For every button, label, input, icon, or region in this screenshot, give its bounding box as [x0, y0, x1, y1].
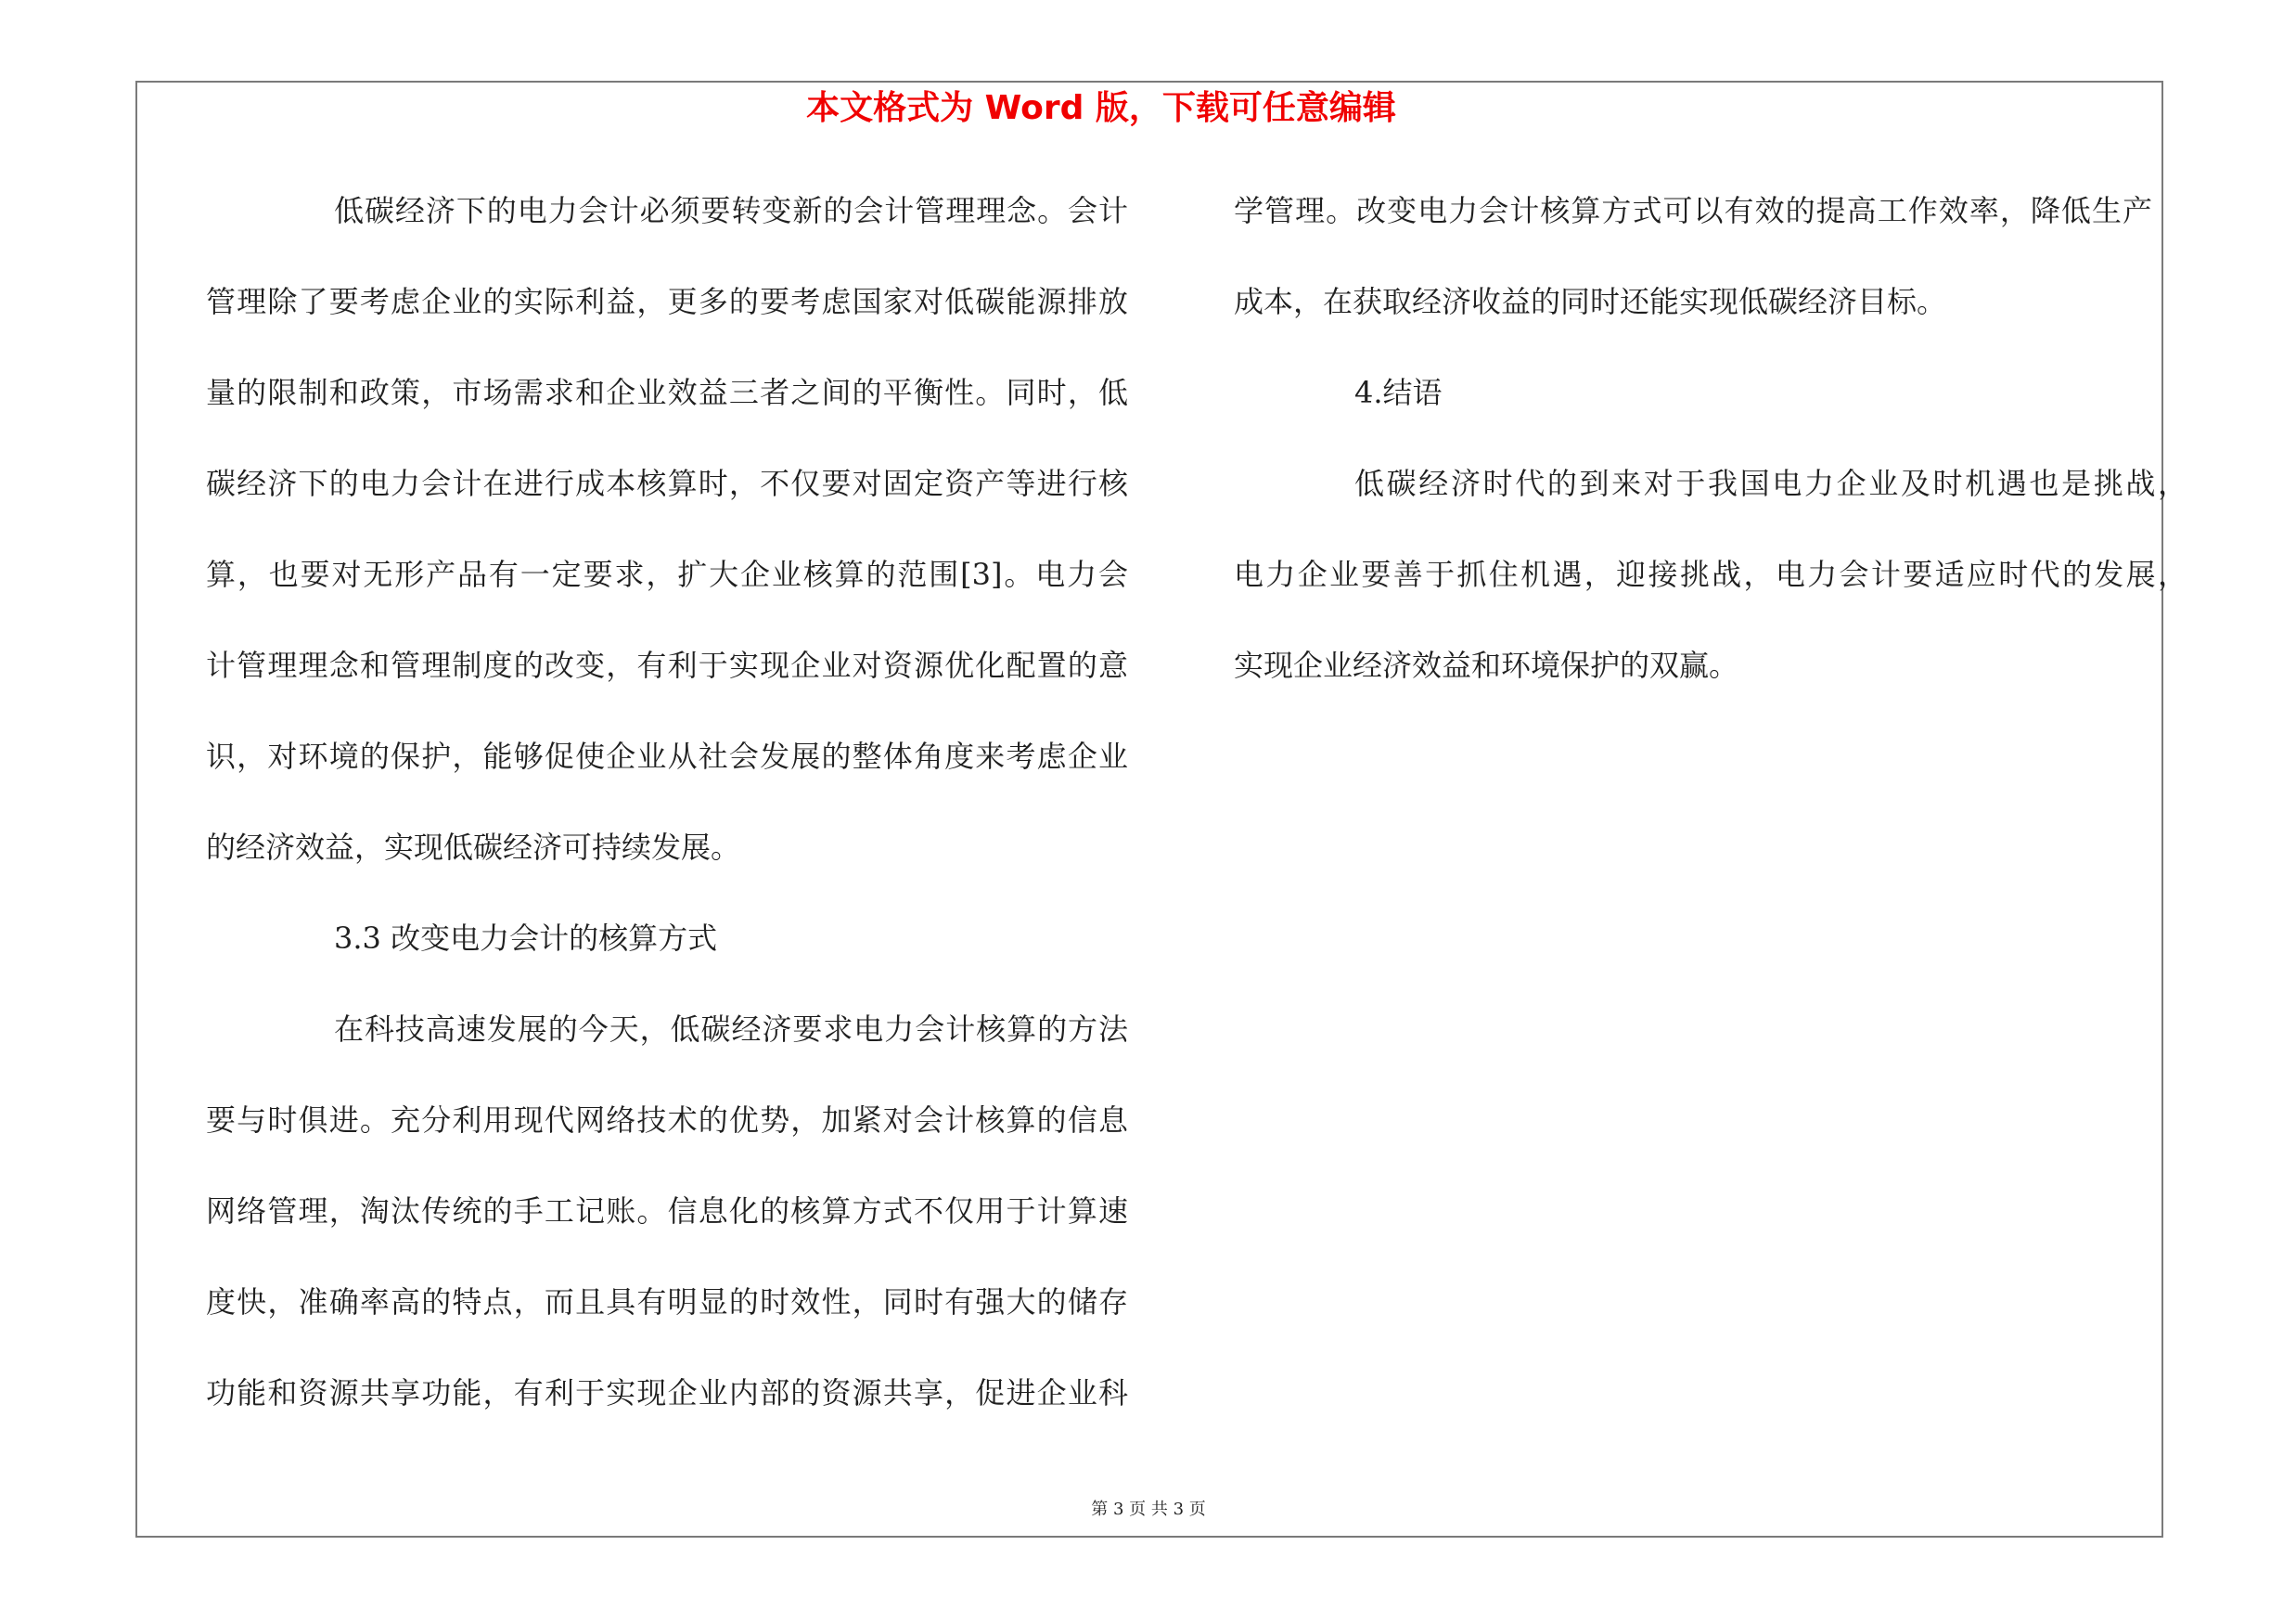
- section-heading: 4.结语: [1354, 375, 1443, 410]
- body-text-line: 成本，在获取经济收益的同时还能实现低碳经济目标。: [1234, 284, 1947, 319]
- body-text-line: 在科技高速发展的今天，低碳经济要求电力会计核算的方法: [334, 1011, 1128, 1047]
- body-text-line: 度快，准确率高的特点，而且具有明显的时效性，同时有强大的储存: [206, 1284, 1128, 1320]
- body-text-line: 低碳经济下的电力会计必须要转变新的会计管理理念。会计: [334, 193, 1128, 228]
- body-text-line: 低碳经济时代的到来对于我国电力企业及时机遇也是挑战，: [1354, 466, 2187, 501]
- page-number: 第 3 页 共 3 页: [1091, 1500, 1206, 1519]
- body-text-line: 的经济效益，实现低碳经济可持续发展。: [206, 830, 741, 865]
- body-text-line: 学管理。改变电力会计核算方式可以有效的提高工作效率，降低生产: [1234, 193, 2152, 228]
- body-text-line: 碳经济下的电力会计在进行成本核算时，不仅要对固定资产等进行核: [206, 466, 1128, 501]
- body-text-line: 功能和资源共享功能，有利于实现企业内部的资源共享，促进企业科: [206, 1375, 1128, 1410]
- body-text-line: 计管理理念和管理制度的改变，有利于实现企业对资源优化配置的意: [206, 648, 1128, 683]
- body-text-line: 网络管理，淘汰传统的手工记账。信息化的核算方式不仅用于计算速: [206, 1193, 1128, 1229]
- body-text-line: 算，也要对无形产品有一定要求，扩大企业核算的范围[3]。电力会: [206, 557, 1128, 592]
- body-text-line: 识，对环境的保护，能够促使企业从社会发展的整体角度来考虑企业: [206, 739, 1128, 774]
- body-text-line: 管理除了要考虑企业的实际利益，更多的要考虑国家对低碳能源排放: [206, 284, 1128, 319]
- body-text-line: 量的限制和政策，市场需求和企业效益三者之间的平衡性。同时，低: [206, 375, 1128, 410]
- body-text-line: 电力企业要善于抓住机遇，迎接挑战，电力会计要适应时代的发展，: [1234, 557, 2187, 592]
- body-text-line: 实现企业经济效益和环境保护的双赢。: [1234, 648, 1739, 683]
- document-banner: 本文格式为 Word 版，下载可任意编辑: [806, 89, 1396, 127]
- section-heading: 3.3 改变电力会计的核算方式: [334, 921, 718, 956]
- body-text-line: 要与时俱进。充分利用现代网络技术的优势，加紧对会计核算的信息: [206, 1102, 1128, 1138]
